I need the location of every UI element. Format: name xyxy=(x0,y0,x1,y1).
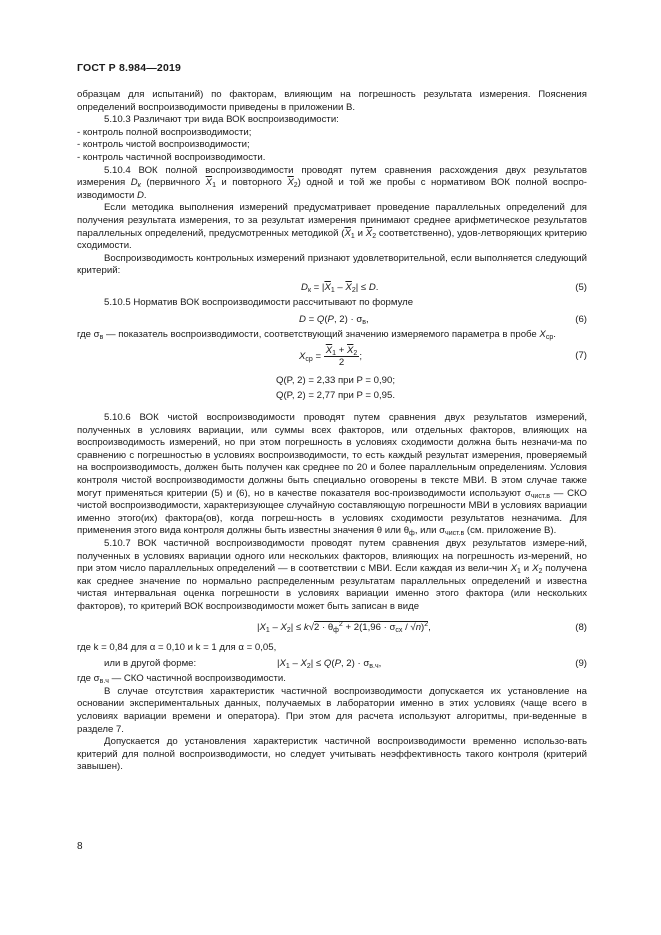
equation-number: (7) xyxy=(575,350,587,362)
paragraph: В случае отсутствия характеристик частичной воспроизводимости допускается их установление на основании экспериментальных данных, получаемых в лаборатории именно в этих условиях (чаще всего в условиях вариации времени и оператора). При этом для расчета используют алгоритмы, при-веденные в разделе 7. xyxy=(77,685,587,735)
paragraph: Воспроизводимость контрольных измерений признают удовлетворительной, если выполняется следующий критерий: xyxy=(77,252,587,277)
paragraph: 5.10.5 Норматив ВОК воспроизводимости рассчитывают по формуле xyxy=(104,296,414,308)
paragraph: Допускается до установления характеристик частичной воспроизводимости временно использо-вать критерий для полной воспроизводимости, но следует учитывать неэффективность такого контроля (критерий завышен). xyxy=(77,736,587,773)
paragraph: 5.10.7 ВОК частичной воспроизводимости проводят путем сравнения двух результатов измере-ний, полученных в условиях вариации одного или нескольких факторов, влияющих на погрешность из-мерений, но при этом число параллельных определений — в соответствии с МВИ. Если каждая из вели-чин $X_1$ и $X_2$ получена как среднее значение по нормально распределенным результатам параллельных определений и известна чистая интервальная оценка погрешности в условиях вариации именно этого фактора (или нескольких факторов), то критерий ВОК воспроизводимости может быть записан в виде xyxy=(77,538,587,612)
paragraph: где $\sigma_в$ — показатель воспроизводимости, соответствующий значению измеряемого параметра в пробе $Х_{ср}$. xyxy=(77,328,556,341)
list-item: - контроль чистой воспроизводимости; xyxy=(77,139,250,151)
paragraph: 5.10.3 Различают три вида ВОК воспроизводимости: xyxy=(104,114,339,126)
body-text xyxy=(77,89,587,774)
paragraph: образцам для испытаний) по факторам, влияющим на погрешность результата измерения. Пояснения определений воспроизводимости приведены в приложении В. xyxy=(77,89,587,113)
equation-number: (8) xyxy=(575,621,587,633)
equation-number: (9) xyxy=(575,658,587,670)
formula-5: $D_к = |\overline{X}_1 - \overline{X}_2| \le D$. (5) xyxy=(77,278,587,297)
formula-8: $|X_1 - X_2| \le k√2 \cdot \theta_ф^2 + 2(1,96 \cdot \sigma_{сх} / √n)^2$, (8) xyxy=(77,614,587,642)
equation-number: (5) xyxy=(575,281,587,293)
paragraph: Если методика выполнения измерений предусматривает проведение параллельных определений для получения результата измерения, то за результат измерения принимают среднее арифметическое результатов параллельных определений, предусмотренных методикой ($\overline{X}_1$ и $\overline{X}_2$ соответственно), удов-летворяющих критерию сходимости. xyxy=(77,202,587,252)
list-item: - контроль полной воспроизводимости; xyxy=(77,126,252,138)
q-line: Q(P, 2) = 2,33 при P = 0,90; xyxy=(276,375,396,387)
paragraph: 5.10.4 ВОК полной воспроизводимости проводят путем сравнения расхождения двух результатов измерения $D_к$ (первичного $\overline{X}_1$ и повторного $\overline{X}_2$) одной и той же пробы с нормативом ВОК полной воспро-изводимости D. xyxy=(77,164,587,201)
document-header: ГОСТ Р 8.984—2019 xyxy=(77,62,182,74)
paragraph: где $\sigma_{в.ч}$ — СКО частичной воспроизводимости. xyxy=(77,673,286,686)
paragraph: 5.10.6 ВОК чистой воспроизводимости проводят путем сравнения двух результатов измерений, полученных в условиях вариации, или суммы всех факторов, или отдельных факторов, влияющих на воспроизводимость измерений, но при этом погрешность в условиях сходимости должна быть незначи-ма по сравнению с погрешностью в условиях воспроизводимости, то есть каждый результат измерения, проверяемый на воспроизводимость, должен быть получен как среднее по 20 и более параллельным определениям. Условия контроля чистой воспроизводимости должны быть специально оговорены в тексте МВИ. В этом случае также могут применяться критерии (5) и (6), но в качестве показателя вос-производимости используют $\sigma_{чист.в}$ — СКО чистой воспроизводимости, характеризующее случайную составляющую погрешности МВИ в условиях вариации именно этого(их) фактора(ов), когда погреш-ность в условиях сходимости результатов незначима. Для применения этого вида контроля должны быть известны значения θ или $\theta_ф$, или $\sigma_{чист.в}$ (см. приложение В). xyxy=(77,412,587,538)
page-number: 8 xyxy=(77,841,83,852)
paragraph: где k = 0,84 для α = 0,10 и k = 1 для α = 0,05, xyxy=(77,641,277,653)
list-item: - контроль частичной воспроизводимости. xyxy=(77,151,266,163)
formula-9: или в другой форме: $|X_1 - X_2| \le Q(P$, $2) \cdot \sigma_{в.ч}$, (9) xyxy=(77,654,587,673)
formula-6: D = Q(P, $2) \cdot \sigma_в$, (6) xyxy=(77,310,587,329)
q-line: Q(P, 2) = 2,77 при P = 0,95. xyxy=(276,390,396,402)
equation-number: (6) xyxy=(575,313,587,325)
formula-7: $Х_{ср}$ = $\frac{\overline{X}_1 + \overline{X}_2}{2}$ ; (7) xyxy=(299,345,587,369)
